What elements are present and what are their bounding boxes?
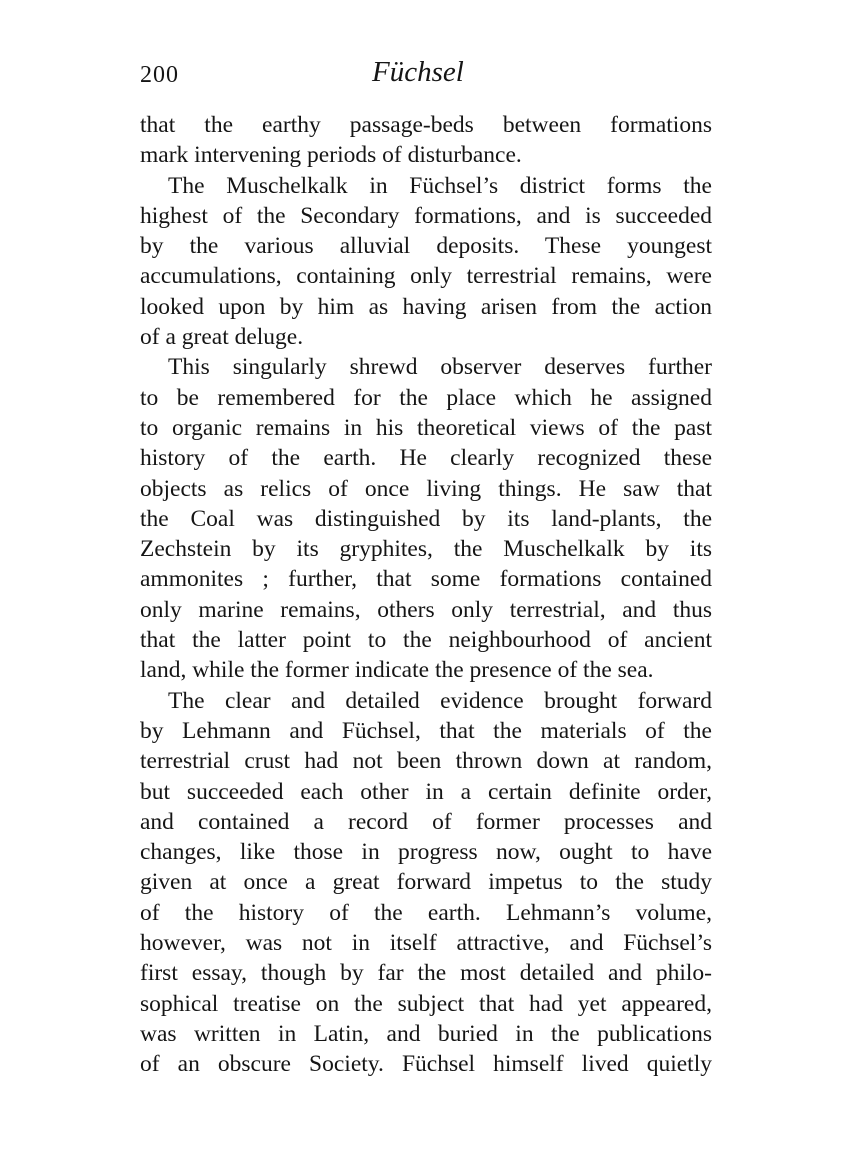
text-line: mark intervening periods of disturbance. (140, 142, 522, 169)
text-line: to be remembered for the place which he assigned (140, 384, 712, 411)
text-line: of an obscure Society. Füchsel himself lived quietly (140, 1051, 712, 1078)
paragraph-first-line: This singularly shrewd observer deserves further (168, 354, 712, 381)
text-line: the Coal was distinguished by its land-plants, the (140, 505, 712, 532)
text-line: changes, like those in progress now, ought to have (140, 839, 712, 866)
text-line: that the latter point to the neighbourhood of ancient (140, 627, 712, 654)
text-line: land, while the former indicate the presence of the sea. (140, 657, 654, 684)
text-line: but succeeded each other in a certain definite order, (140, 778, 712, 805)
text-line: of a great deluge. (140, 324, 304, 351)
page-number: 200 (140, 62, 179, 88)
text-line: terrestrial crust had not been thrown down at random, (140, 748, 712, 775)
text-line: of the history of the earth. Lehmann’s volume, (140, 899, 712, 926)
body-text (140, 110, 712, 1080)
text-line: highest of the Secondary formations, and is succeeded (140, 202, 712, 229)
running-head (140, 56, 712, 96)
text-line: that the earthy passage-beds between formations (140, 112, 712, 138)
text-line: however, was not in itself attractive, and Füchsel’s (140, 930, 712, 957)
text-line: was written in Latin, and buried in the publications (140, 1020, 712, 1047)
running-title: Füchsel (372, 56, 464, 88)
text-line: Zechstein by its gryphites, the Muschelkalk by its (140, 536, 712, 563)
text-line: to organic remains in his theoretical views of the past (140, 414, 712, 441)
text-line: and contained a record of former processes and (140, 808, 712, 835)
paragraph-first-line: The clear and detailed evidence brought forward (168, 687, 712, 714)
text-line: objects as relics of once living things. He saw that (140, 475, 712, 502)
text-line: by Lehmann and Füchsel, that the materials of the (140, 717, 712, 744)
text-line: sophical treatise on the subject that had yet appeared, (140, 990, 712, 1017)
text-line: looked upon by him as having arisen from the action (140, 293, 712, 320)
text-line: only marine remains, others only terrestrial, and thus (140, 596, 712, 623)
text-line: ammonites ; further, that some formations contained (140, 566, 712, 593)
paragraph-first-line: The Muschelkalk in Füchsel’s district forms the (168, 172, 712, 199)
text-line: history of the earth. He clearly recognized these (140, 445, 712, 472)
text-line: first essay, though by far the most detailed and philo- (140, 960, 712, 987)
text-line: given at once a great forward impetus to the study (140, 869, 712, 896)
text-line: by the various alluvial deposits. These youngest (140, 233, 712, 260)
text-line: accumulations, containing only terrestrial remains, were (140, 263, 712, 290)
